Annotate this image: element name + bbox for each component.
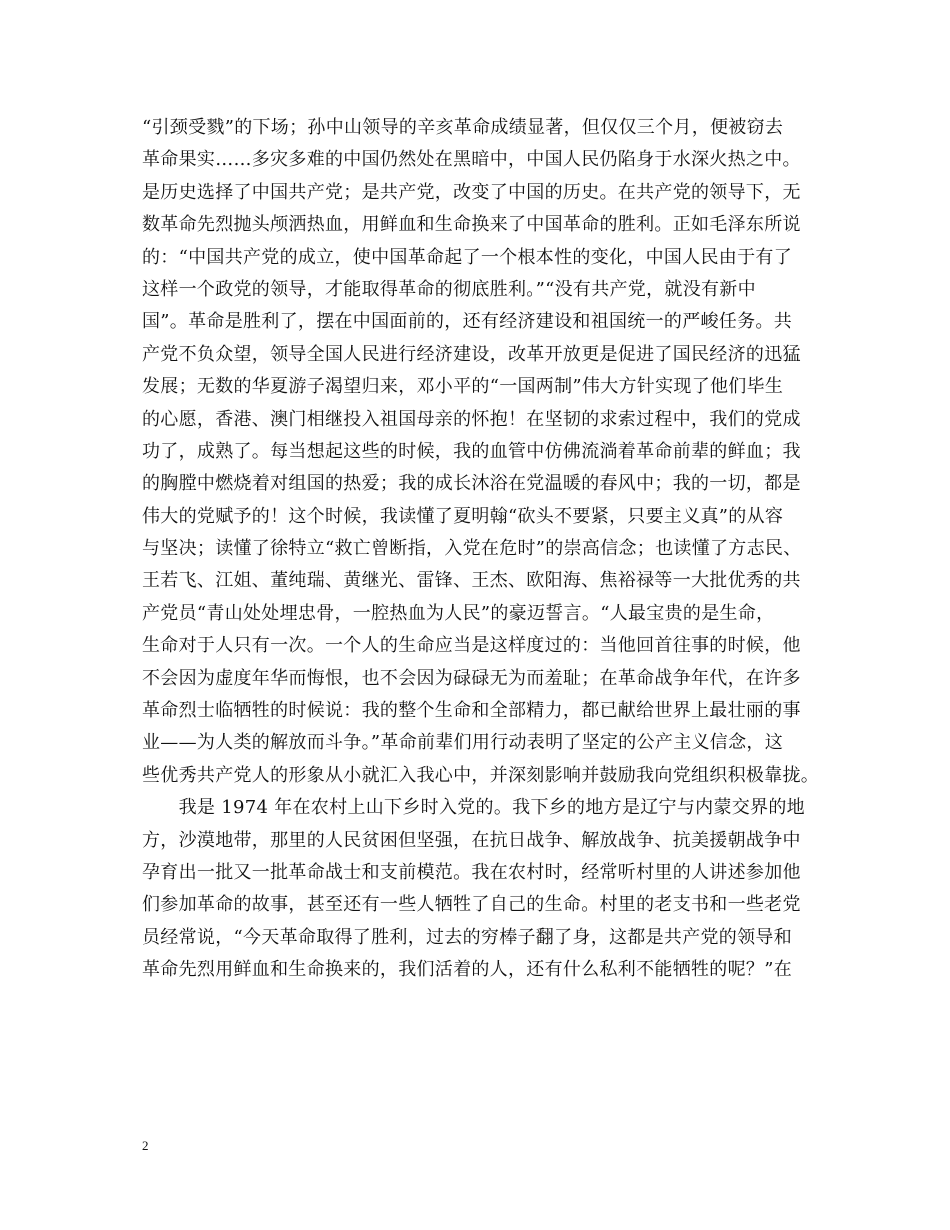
text-line: 与坚决；读懂了徐特立“救亡曾断指，入党在危时”的崇高信念；也读懂了方志民、 [142,538,802,560]
text-line: 们参加革命的故事，甚至还有一些人牺牲了自己的生命。村里的老支书和一些老党 [142,894,801,916]
text-line: 不会因为虚度年华而悔恨，也不会因为碌碌无为而羞耻；在革命战争年代，在许多 [142,667,801,689]
text-line: 些优秀共产党人的形象从小就汇入我心中，并深刻影响并鼓励我向党组织积极靠拢。 [142,764,820,786]
text-line: 王若飞、江姐、董纯瑞、黄继光、雷锋、王杰、欧阳海、焦裕禄等一大批优秀的共 [142,570,801,592]
text-line: 数革命先烈抛头颅洒热血，用鲜血和生命换来了中国革命的胜利。正如毛泽东所说 [142,214,801,236]
text-line: 的胸膛中燃烧着对组国的热爱；我的成长沐浴在党温暖的春风中；我的一切，都是 [142,473,801,495]
text-line: 方，沙漠地带，那里的人民贫困但坚强，在抗日战争、解放战争、抗美援朝战争中 [142,829,801,851]
body-text [142,112,820,987]
text-line: 这样一个政党的领导，才能取得革命的彻底胜利。”“没有共产党，就没有新中 [142,278,756,300]
text-line: 伟大的党赋予的！这个时候，我读懂了夏明翰“砍头不要紧，只要主义真”的从容 [142,505,784,527]
text-line: 员经常说，“今天革命取得了胜利，过去的穷棒子翻了身，这都是共产党的领导和 [142,926,792,948]
text-line: 的心愿，香港、澳门相继投入祖国母亲的怀抱！在坚韧的求索过程中，我们的党成 [142,408,801,430]
text-line: 生命对于人只有一次。一个人的生命应当是这样度过的：当他回首往事的时候，他 [142,635,801,657]
text-line: 发展；无数的华夏游子渴望归来，邓小平的“一国两制”伟大方针实现了他们毕生 [142,376,784,398]
text-line: 国”。革命是胜利了，摆在中国面前的，还有经济建设和祖国统一的严峻任务。共 [142,311,792,333]
text-line: “引颈受戮”的下场；孙中山领导的辛亥革命成绩显著，但仅仅三个月，便被窃去 [142,117,784,138]
text-line: 革命果实……多灾多难的中国仍然处在黑暗中，中国人民仍陷身于水深火热之中。 [142,149,801,171]
text-line: 产党员“青山处处埋忠骨，一腔热血为人民”的豪迈誓言。“人最宝贵的是生命， [142,602,775,624]
text-line: 革命先烈用鲜血和生命换来的，我们活着的人，还有什么私利不能牺牲的呢？”在 [142,959,792,981]
text-line: 功了，成熟了。每当想起这些的时候，我的血管中仿佛流淌着革命前辈的鲜血；我 [142,440,801,462]
text-line: 是历史选择了中国共产党；是共产党，改变了中国的历史。在共产党的领导下，无 [142,181,801,203]
text-line: 产党不负众望，领导全国人民进行经济建设，改革开放更是促进了国民经济的迅猛 [142,343,801,365]
text-line: 的：“中国共产党的成立，使中国革命起了一个根本性的变化，中国人民由于有了 [142,246,792,268]
text-line: 孕育出一批又一批革命战士和支前模范。我在农村时，经常听村里的人讲述参加他 [142,861,801,883]
paragraph-start-line: 我是 1974 年在农村上山下乡时入党的。我下乡的地方是辽宁与内蒙交界的地 [142,797,805,819]
page-number: 2 [142,1138,149,1153]
text-line: 业——为人类的解放而斗争。”革命前辈们用行动表明了坚定的公产主义信念，这 [142,732,783,754]
text-line: 革命烈士临牺牲的时候说：我的整个生命和全部精力，都已献给世界上最壮丽的事 [142,700,801,722]
